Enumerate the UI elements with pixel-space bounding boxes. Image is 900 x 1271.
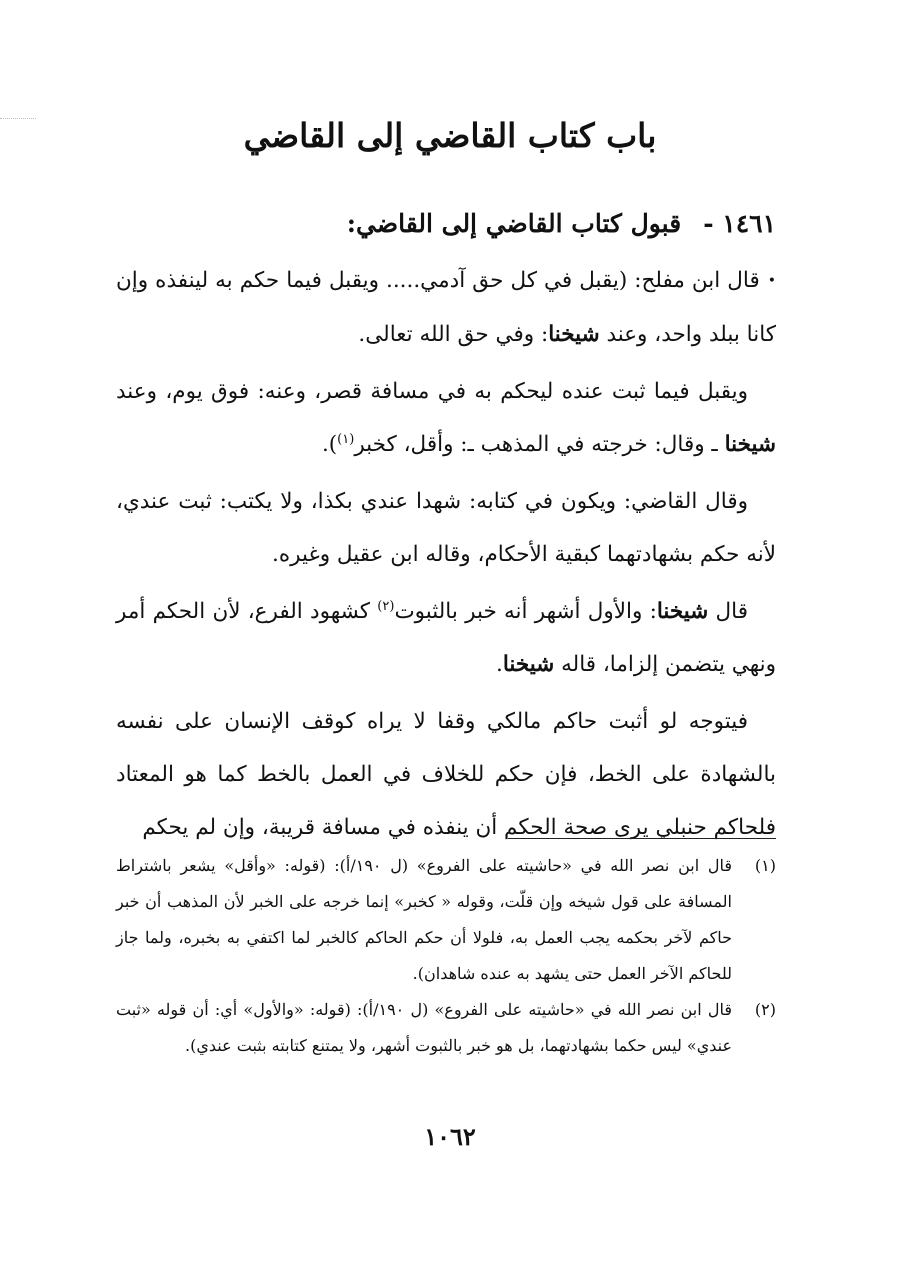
paragraph-text: : وفي حق الله تعالى.	[358, 321, 549, 347]
section-title: قبول كتاب القاضي إلى القاضي:	[346, 209, 682, 238]
paragraph-text: .	[496, 651, 503, 677]
footnotes	[116, 848, 776, 1064]
footnote-ref-2[interactable]: (٢)	[377, 598, 395, 614]
paragraph-text: وقال القاضي: ويكون في كتابه: شهدا عندي بكذا، ولا يكتب: ثبت عندي، لأنه حكم بشهادتهما كبقية الأحكام، وقاله ابن عقيل وغيره.	[116, 488, 776, 567]
paragraph-5	[116, 695, 776, 854]
footnote-1	[116, 848, 776, 992]
paragraph-text: قال ابن مفلح: (يقبل في كل حق آدمي..... ويقبل فيما حكم به لينفذه وإن كانا ببلد واحد، وعند	[116, 268, 776, 347]
bold-term: شيخنا	[502, 651, 555, 677]
paragraph-text: قال	[708, 598, 748, 624]
paragraph-text: ).	[321, 431, 338, 457]
bullet-icon: •	[767, 272, 776, 289]
paragraph-4	[116, 585, 776, 691]
footnote-2	[116, 992, 776, 1064]
paragraph-text: ويقبل فيما ثبت عنده ليحكم به في مسافة قصر، وعنه: فوق يوم، وعند	[116, 378, 748, 404]
paragraph-2	[116, 365, 776, 471]
paragraph-text: فيتوجه لو أثبت حاكم مالكي وقفا لا يراه كوقف الإنسان على نفسه بالشهادة على الخط، فإن حكم للخلاف في العمل بالخط كما هو المعتاد فلحاكم حنبلي يرى صحة الحكم أن ينفذه في مسافة قريبة، وإن لم يحكم	[116, 708, 776, 840]
paragraph-text: كشهود الفرع، لأن الحكم أمر ونهي يتضمن إلزاما، قاله	[116, 598, 776, 677]
paragraph-3	[116, 475, 776, 581]
main-text	[116, 200, 776, 858]
footnote-text: قال ابن نصر الله في «حاشيته على الفروع» (ل ١٩٠/أ): (قوله: «وأقل» يشعر باشتراط المسافة على قول شيخه وإن قلّت، وقوله « كخبر» إنما خرجه على الخبر لأن المذهب أن خبر حاكم لآخر بحكمه يجب العمل به، فلولا أن حكم الحاكم كالخبر لما اكتفي به بخبره، ولما جاز للحاكم الآخر العمل حتى يشهد به عنده شاهدان).	[116, 856, 733, 983]
footnote-ref-1[interactable]: (١)	[337, 431, 355, 447]
section-number: ١٤٦١ -	[703, 209, 776, 238]
section-heading	[116, 200, 776, 248]
bold-term: شيخنا	[656, 598, 709, 624]
footnote-text: قال ابن نصر الله في «حاشيته على الفروع» (ل ١٩٠/أ): (قوله: «والأول» أي: أن قوله «ثبت عندي» ليس حكما بشهادتهما، بل هو خبر بالثبوت أشهر، ولا يمتنع كتابته بثبت عندي).	[116, 1000, 732, 1055]
bold-term: شيخنا	[724, 431, 776, 457]
paragraph-text: : والأول أشهر أنه خبر بالثبوت	[394, 598, 657, 624]
footnote-divider	[508, 838, 776, 839]
paragraph-text: ـ وقال: خرجته في المذهب ـ: وأقل، كخبر	[354, 431, 725, 457]
footnote-number: (١)	[754, 856, 776, 875]
bold-term: شيخنا	[548, 321, 600, 347]
footnote-number: (٢)	[754, 1000, 776, 1019]
paragraph-1	[116, 254, 776, 361]
chapter-title: باب كتاب القاضي إلى القاضي	[243, 116, 657, 155]
page-number: ١٠٦٢	[424, 1122, 476, 1151]
